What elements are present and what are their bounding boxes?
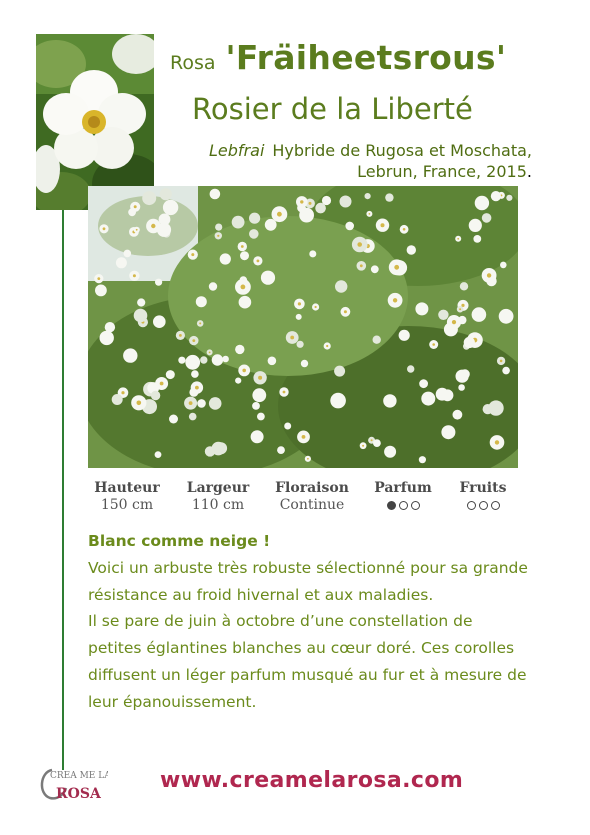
end-dot: . [526,162,532,181]
parfum-rating [366,501,440,510]
white-bloom-icon [500,262,507,269]
white-bloom-icon [232,216,245,229]
bloom-center-icon [242,369,246,373]
bloom-center-icon [133,274,136,277]
white-bloom-icon [153,315,166,328]
white-bloom-icon [384,446,396,458]
bloom-center-icon [357,242,362,247]
parentage: Hybride de Rugosa et Moschata, [272,141,532,160]
white-bloom-icon [499,309,514,324]
white-bloom-icon [261,271,275,285]
bloom-center-icon [381,223,385,227]
white-bloom-icon [345,222,354,231]
bloom-center-icon [121,391,124,394]
flower-closeup-image [36,34,154,210]
stat-label: Floraison [275,480,349,496]
bloom-center-icon [160,382,164,386]
white-bloom-icon [506,195,512,201]
white-bloom-icon [157,223,171,237]
white-bloom-icon [296,314,302,320]
plant-stats [88,480,518,520]
white-bloom-icon [419,379,428,388]
white-bloom-icon [421,392,435,406]
empty-circle-icon [411,501,420,510]
white-bloom-icon [95,285,107,297]
filled-circle-icon [387,501,396,510]
white-bloom-icon [284,423,291,430]
bloom-center-icon [315,306,317,308]
bloom-center-icon [302,435,306,439]
white-bloom-icon [419,456,426,463]
shrub-photo [88,186,518,468]
white-bloom-icon [142,191,156,205]
common-name: Rosier de la Liberté [192,92,473,126]
white-bloom-icon [235,378,241,384]
bloom-center-icon [189,401,193,405]
bloom-center-icon [195,386,199,390]
white-bloom-icon [371,265,379,273]
bloom-center-icon [151,224,155,228]
breeder-info: Lebrun, France, 2015 [357,162,527,181]
white-bloom-icon [373,336,381,344]
stat-parfum [366,480,440,510]
white-bloom-icon [209,397,222,410]
white-bloom-icon [209,282,217,290]
white-bloom-icon [196,296,207,307]
empty-circle-icon [491,501,500,510]
white-bloom-icon [189,413,197,421]
white-bloom-icon [385,193,393,201]
white-bloom-icon [137,298,145,306]
bloom-center-icon [371,439,373,441]
white-bloom-icon [301,360,308,367]
white-bloom-icon [215,224,222,231]
white-bloom-icon [257,413,265,421]
white-bloom-icon [460,282,468,290]
brand-logo [36,764,108,808]
logo-line2: ROSA [56,786,101,802]
white-bloom-icon [252,388,266,402]
bloom-center-icon [241,245,244,248]
bloom-center-icon [432,343,435,346]
white-bloom-icon [436,388,449,401]
white-bloom-icon [464,337,475,348]
bloom-center-icon [393,298,397,302]
website-link[interactable]: www.creamelarosa.com [160,768,464,793]
stat-hauteur [88,480,166,513]
white-bloom-icon [128,208,136,216]
white-bloom-icon [151,391,160,400]
bloom-center-icon [191,253,194,256]
cultivar-name: 'Fräiheetsrous' [225,38,507,77]
white-bloom-icon [124,250,132,258]
bloom-center-icon [103,227,106,230]
white-bloom-icon [222,356,229,363]
bloom-center-icon [136,229,138,231]
stat-label: Parfum [374,480,432,496]
bloom-center-icon [452,320,456,324]
bloom-center-icon [344,310,347,313]
bloom-center-icon [217,235,219,237]
white-bloom-icon [277,446,285,454]
white-bloom-icon [472,307,487,322]
white-bloom-icon [340,196,352,208]
bloom-center-icon [309,202,312,205]
bloom-center-icon [495,440,499,444]
white-bloom-icon [163,200,178,215]
fruits-rating [450,501,516,510]
white-bloom-icon [315,203,326,214]
white-bloom-icon [297,341,304,348]
bloom-center-icon [241,285,246,290]
white-bloom-icon [200,356,207,363]
white-bloom-icon [335,280,347,292]
white-bloom-icon [169,415,178,424]
bloom-center-icon [298,302,301,305]
white-bloom-icon [438,310,448,320]
stat-value: 110 cm [191,497,245,513]
white-bloom-icon [330,393,346,409]
bloom-center-icon [199,322,201,324]
white-bloom-icon [249,229,259,239]
white-bloom-icon [251,430,264,443]
logo-line1: CREA ME LA [50,771,108,781]
white-bloom-icon [220,253,231,264]
white-bloom-icon [453,410,463,420]
white-bloom-icon [334,366,345,377]
bloom-center-icon [326,345,328,347]
stat-largeur [178,480,258,513]
empty-circle-icon [399,501,408,510]
white-bloom-icon [441,425,455,439]
decorative-vertical-line [62,210,64,770]
white-bloom-icon [252,402,260,410]
stat-floraison [270,480,354,513]
stat-fruits [450,480,516,510]
white-bloom-icon [166,370,175,379]
white-bloom-icon [482,213,492,223]
white-bloom-icon [197,399,206,408]
stat-label: Hauteur [94,480,160,496]
white-bloom-icon [502,367,510,375]
empty-circle-icon [479,501,488,510]
bloom-center-icon [290,336,294,340]
white-bloom-icon [249,213,260,224]
white-bloom-icon [191,370,199,378]
bloom-center-icon [360,264,363,267]
bloom-center-icon [134,205,137,208]
white-bloom-icon [155,279,162,286]
white-bloom-icon [488,400,503,415]
white-bloom-icon [456,370,469,383]
page-title [170,38,506,77]
white-bloom-icon [240,251,249,260]
bloom-center-icon [277,212,282,217]
stat-label: Fruits [459,480,507,496]
bloom-center-icon [97,277,100,280]
white-bloom-icon [415,302,428,315]
genus-label: Rosa [170,52,216,74]
bloom-center-icon [137,401,142,406]
synonym: Lebfrai [209,141,265,160]
bloom-center-icon [192,339,195,342]
description [88,528,528,716]
white-bloom-icon [123,348,137,362]
bloom-center-icon [257,260,260,263]
white-bloom-icon [178,357,185,364]
bloom-center-icon [457,238,459,240]
bloom-center-icon [459,308,461,310]
bloom-center-icon [300,200,303,203]
white-bloom-icon [205,446,215,456]
bloom-center-icon [487,273,491,277]
white-bloom-icon [309,250,316,257]
stat-value: 150 cm [100,497,154,513]
bloom-center-icon [209,352,211,354]
white-bloom-icon [458,384,465,391]
bloom-center-icon [179,334,182,337]
white-bloom-icon [265,219,277,231]
bloom-center-icon [362,445,364,447]
white-bloom-icon [365,193,371,199]
white-bloom-icon [268,357,277,366]
origin-info [152,140,532,182]
bloom-center-icon [500,360,503,363]
white-bloom-icon [112,394,123,405]
bloom-center-icon [369,213,371,215]
white-bloom-icon [407,365,414,372]
bloom-center-icon [403,228,406,231]
white-bloom-icon [399,330,410,341]
white-bloom-icon [235,345,244,354]
white-bloom-icon [134,309,148,323]
empty-circle-icon [467,501,476,510]
white-bloom-icon [160,188,172,200]
white-bloom-icon [210,189,221,200]
white-bloom-icon [116,257,127,268]
description-paragraph: Il se pare de juin à octobre d’une constellation de petites églantines blanches au cœur doré. Ces corolles diffusent un léger parfum musqué au fur et à mesure de leur épanouissement. [88,612,527,711]
bloom-center-icon [307,458,309,460]
white-bloom-icon [185,355,200,370]
white-bloom-icon [473,235,481,243]
white-bloom-icon [469,219,482,232]
white-bloom-icon [100,331,114,345]
white-bloom-icon [239,296,252,309]
stat-label: Largeur [186,480,250,496]
white-bloom-icon [407,245,416,254]
stat-value: Continue [279,497,345,513]
white-bloom-icon [491,191,501,201]
bloom-center-icon [394,265,399,270]
white-bloom-icon [155,451,162,458]
white-bloom-icon [373,439,381,447]
description-paragraph: Voici un arbuste très robuste sélectionné pour sa grande résistance au froid hivernal et aux maladies. [88,558,528,604]
white-bloom-icon [212,354,223,365]
bloom-center-icon [283,391,286,394]
white-bloom-icon [383,394,396,407]
description-headline: Blanc comme neige ! [88,532,271,550]
bloom-center-icon [258,376,262,380]
white-bloom-icon [105,322,115,332]
white-bloom-icon [475,196,489,210]
